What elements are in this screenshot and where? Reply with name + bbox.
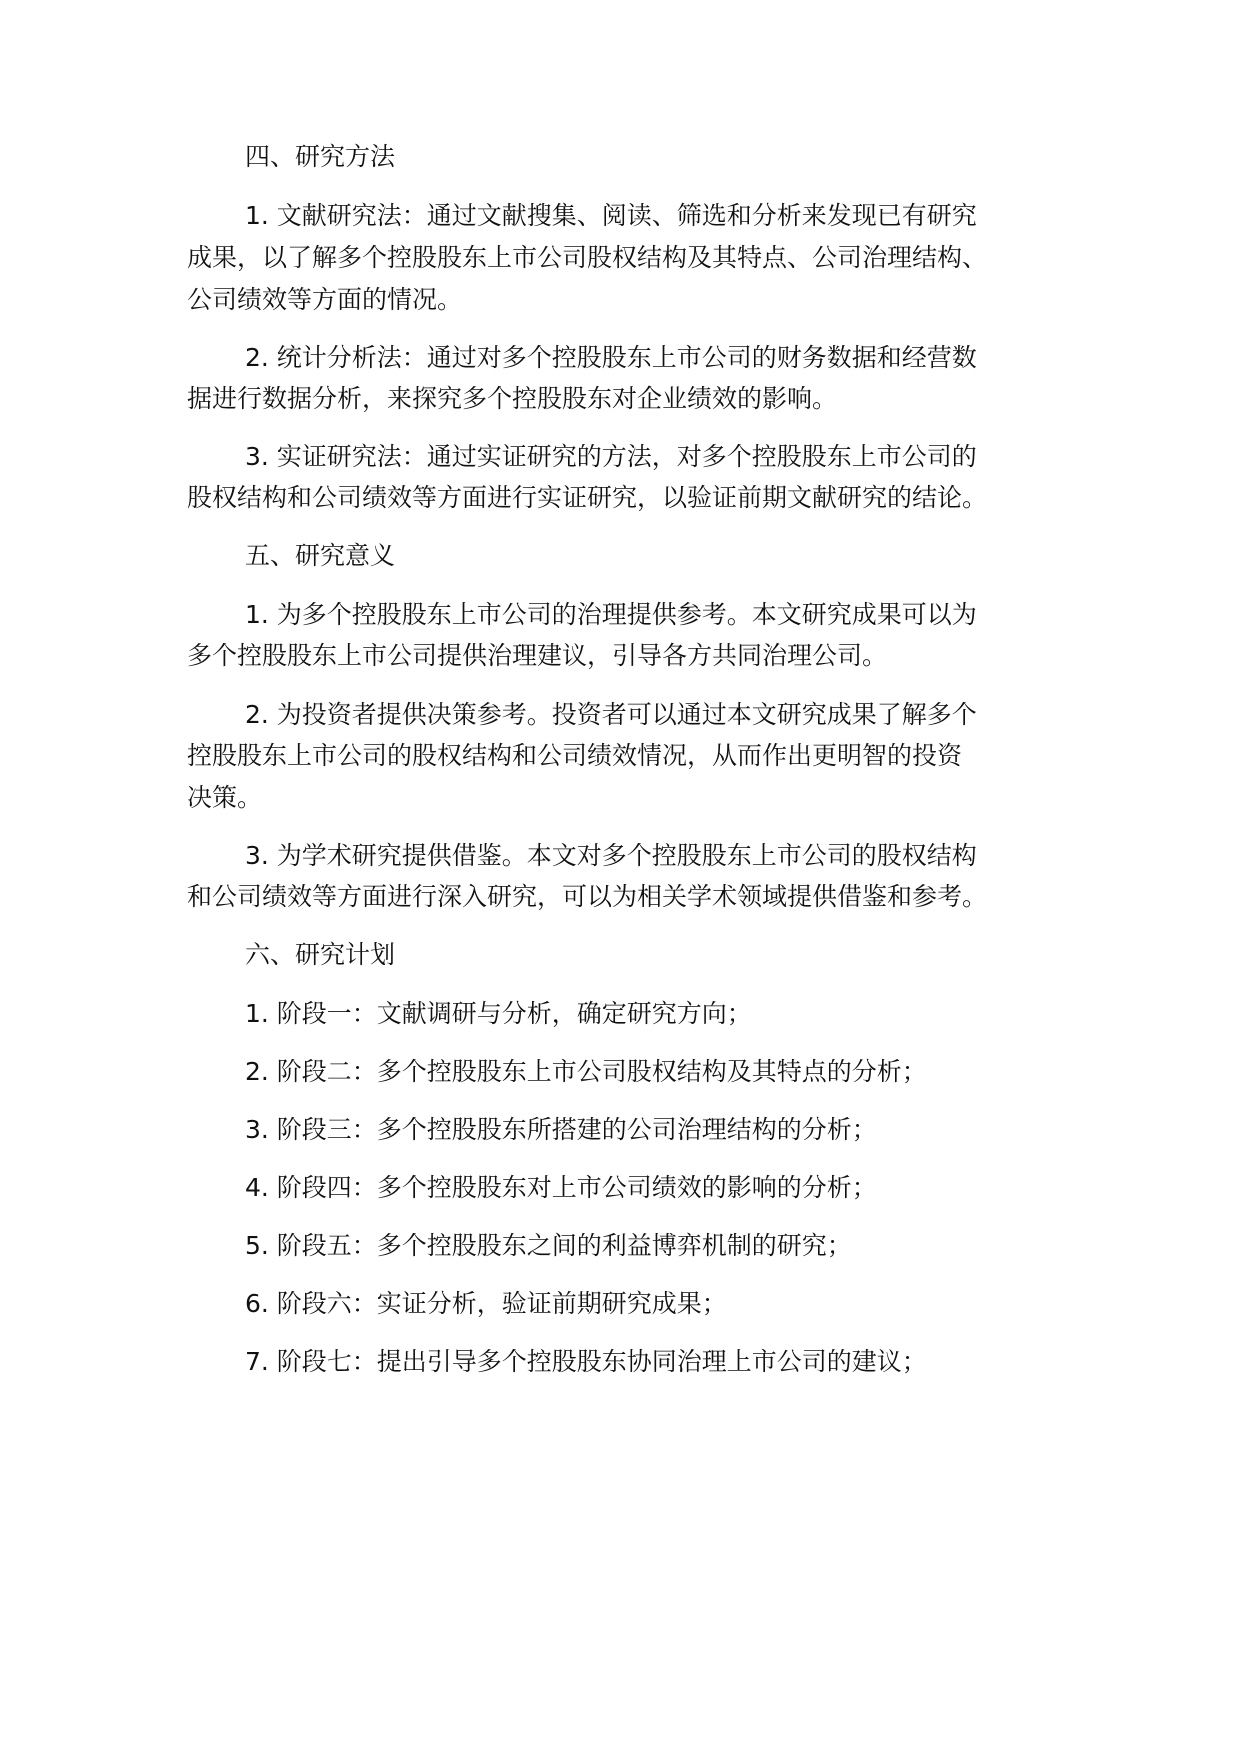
plan-item: 7. 阶段七：提出引导多个控股股东协同治理上市公司的建议； (245, 1347, 927, 1376)
paragraph-line: 股权结构和公司绩效等方面进行实证研究，以验证前期文献研究的结论。 (187, 483, 988, 512)
plan-item: 3. 阶段三：多个控股股东所搭建的公司治理结构的分析； (245, 1115, 877, 1144)
section-heading-research-plan: 六、研究计划 (245, 940, 396, 969)
plan-item: 4. 阶段四：多个控股股东对上市公司绩效的影响的分析； (245, 1173, 877, 1202)
paragraph-line: 多个控股股东上市公司提供治理建议，引导各方共同治理公司。 (187, 641, 888, 670)
plan-item: 2. 阶段二：多个控股股东上市公司股权结构及其特点的分析； (245, 1057, 927, 1086)
section-heading-research-significance: 五、研究意义 (245, 541, 396, 570)
paragraph-line: 决策。 (187, 783, 263, 812)
paragraph-line: 1. 文献研究法：通过文献搜集、阅读、筛选和分析来发现已有研究 (245, 201, 977, 230)
plan-item: 6. 阶段六：实证分析，验证前期研究成果； (245, 1289, 727, 1318)
paragraph-line: 2. 为投资者提供决策参考。投资者可以通过本文研究成果了解多个 (245, 700, 977, 729)
plan-item: 5. 阶段五：多个控股股东之间的利益博弈机制的研究； (245, 1231, 852, 1260)
paragraph-line: 1. 为多个控股股东上市公司的治理提供参考。本文研究成果可以为 (245, 600, 977, 629)
paragraph-line: 成果，以了解多个控股股东上市公司股权结构及其特点、公司治理结构、 (187, 243, 988, 272)
section-heading-research-methods: 四、研究方法 (245, 142, 396, 171)
paragraph-line: 公司绩效等方面的情况。 (187, 285, 463, 314)
paragraph-line: 据进行数据分析，来探究多个控股股东对企业绩效的影响。 (187, 384, 838, 413)
paragraph-line: 3. 为学术研究提供借鉴。本文对多个控股股东上市公司的股权结构 (245, 841, 977, 870)
paragraph-line: 和公司绩效等方面进行深入研究，可以为相关学术领域提供借鉴和参考。 (187, 882, 988, 911)
plan-item: 1. 阶段一：文献调研与分析，确定研究方向； (245, 999, 752, 1028)
paragraph-line: 控股股东上市公司的股权结构和公司绩效情况，从而作出更明智的投资 (187, 741, 963, 770)
paragraph-line: 3. 实证研究法：通过实证研究的方法，对多个控股股东上市公司的 (245, 442, 977, 471)
paragraph-line: 2. 统计分析法：通过对多个控股股东上市公司的财务数据和经营数 (245, 343, 977, 372)
